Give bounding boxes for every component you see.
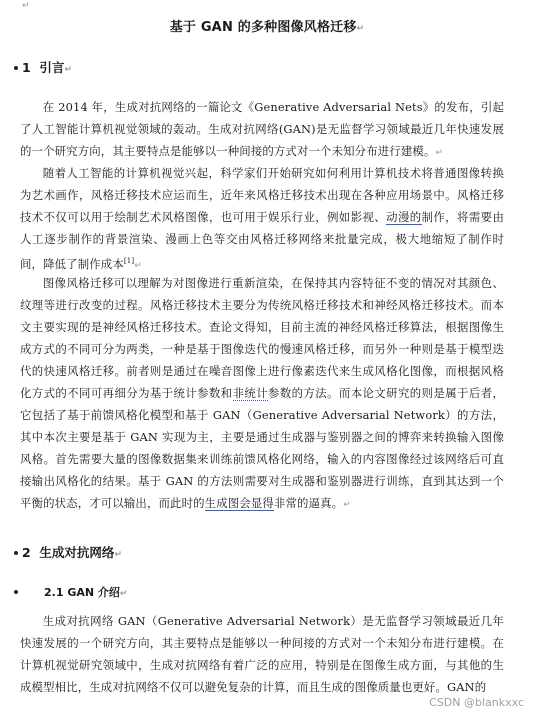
paragraph-mark-top: ↵ — [22, 1, 30, 11]
section-1-title: 引言 — [39, 60, 65, 75]
paragraph-mark: ↵ — [119, 589, 128, 599]
paragraph-text: 生成对抗网络 GAN（Generative Adversarial Network）是无监督学习领域最近几年快速发展的一个研究方向，其主要特点是能够以一种间接的方式对一个未知分布进行建模。在计算机视觉研究领域中，生成对抗网络有着广泛的应用，特别是在图像生成方面，与其他的生成模型相比，生成对抗网络不仅可以避免复杂的计算，而且生成的图像质量也更好。GAN的 — [20, 614, 504, 694]
paragraph-mark: ↵ — [343, 500, 351, 510]
paragraph-mark: ↵ — [435, 148, 444, 158]
subsection-2-1-heading — [14, 584, 127, 600]
paragraph-text: 制作，将需要由人工逐步制作的背景渲染、漫画上色等交由风格迁移网络来批量完成，极大地缩短了制作时间，降低了制作成本 — [20, 210, 505, 271]
section-2-title: 生成对抗网络 — [39, 545, 115, 560]
paragraph-intro-2 — [20, 162, 504, 277]
paragraph-text: 图像风格迁移可以理解为对图像进行重新渲染，在保持其内容特征不变的情况对其颜色、纹理等进行改变的过程。风格迁移技术主要分为传统风格迁移技术和神经风格迁移技术。而本文主要实现的是神经风格迁移技术。查论文得知，目前主流的神经风格迁移算法，根据图像生成方式的不同可分为两类，一种是基于图像迭代的慢速风格迁移，而另外一种则是基于模型迭代的快速风格迁移。前者则是通过在噪音图像上进行像素迭代来生成风格化图像，而根据风格化方式的不同可再细分为基于统计参数和 — [20, 276, 504, 400]
bullet-icon — [14, 590, 18, 594]
paragraph-gan-intro — [20, 610, 504, 698]
document-title-text: 基于 GAN 的多种图像风格迁移 — [169, 20, 357, 35]
paragraph-mark: ↵ — [114, 550, 122, 560]
section-2-heading — [14, 543, 122, 561]
paragraph-mark: ↵ — [356, 24, 365, 34]
spellcheck-underlined-text: 生成图会显得 — [204, 496, 274, 510]
paragraph-text: 非常的逼真。 — [273, 496, 344, 510]
subsection-2-1-title: 2.1 GAN 介绍 — [44, 586, 120, 599]
paragraph-mark: ↵ — [134, 260, 142, 271]
hyperlink-text[interactable]: 动漫的 — [386, 210, 422, 224]
paragraph-text: 随着人工智能的计算机视觉兴起，科学家们开始研究如何利用计算机技术将普通图像转换为艺术画作，风格迁移技术应运而生，近年来风格迁移技术出现在各种应用场景中。风格迁移技术不仅可以用于绘制艺术风格图像，也可用于娱乐行业，例如影视、 — [20, 166, 504, 224]
section-1-heading — [14, 58, 72, 76]
paragraph-intro-3 — [20, 272, 504, 516]
bullet-icon — [14, 66, 18, 70]
paragraph-mark: ↵ — [64, 65, 72, 75]
paragraph-text: 参数的方法。而本论文研究的则是属于后者，它包括了基于前馈风格化模型和基于 GAN（Generative Adversarial Network）的方法，其中本次主要是基于 GAN 实现为主，主要是通过生成器与鉴别器之间的博弈来转换输入图像风格。首先需要大量的图像数据集来训练前馈风格化网络，输入的内容图像经过该网络后可直接输出风格化的结果。基于 GAN 的方法则需要对生成器和鉴别器进行训练，直到其达到一个平衡的状态，才可以输出，而此时的 — [20, 386, 504, 510]
document-title — [0, 16, 534, 35]
paragraph-text: 在 2014 年，生成对抗网络的一篇论文《Generative Adversarial Nets》的发布，引起了人工智能计算机视觉领域的轰动。生成对抗网络(GAN)是无监督学习领域最近几年快速发展的一个研究方向，其主要特点是能够以一种间接的方式对一个未知分布进行建模。 — [20, 100, 504, 158]
citation-reference[interactable]: [1] — [123, 257, 135, 265]
section-2-number: 2 — [22, 545, 31, 560]
section-1-number: 1 — [22, 60, 31, 75]
watermark: CSDN @blankxxc — [429, 696, 524, 709]
bullet-icon — [14, 551, 18, 555]
paragraph-intro-1 — [20, 96, 504, 164]
spellcheck-underlined-text: 非统计 — [232, 386, 269, 400]
